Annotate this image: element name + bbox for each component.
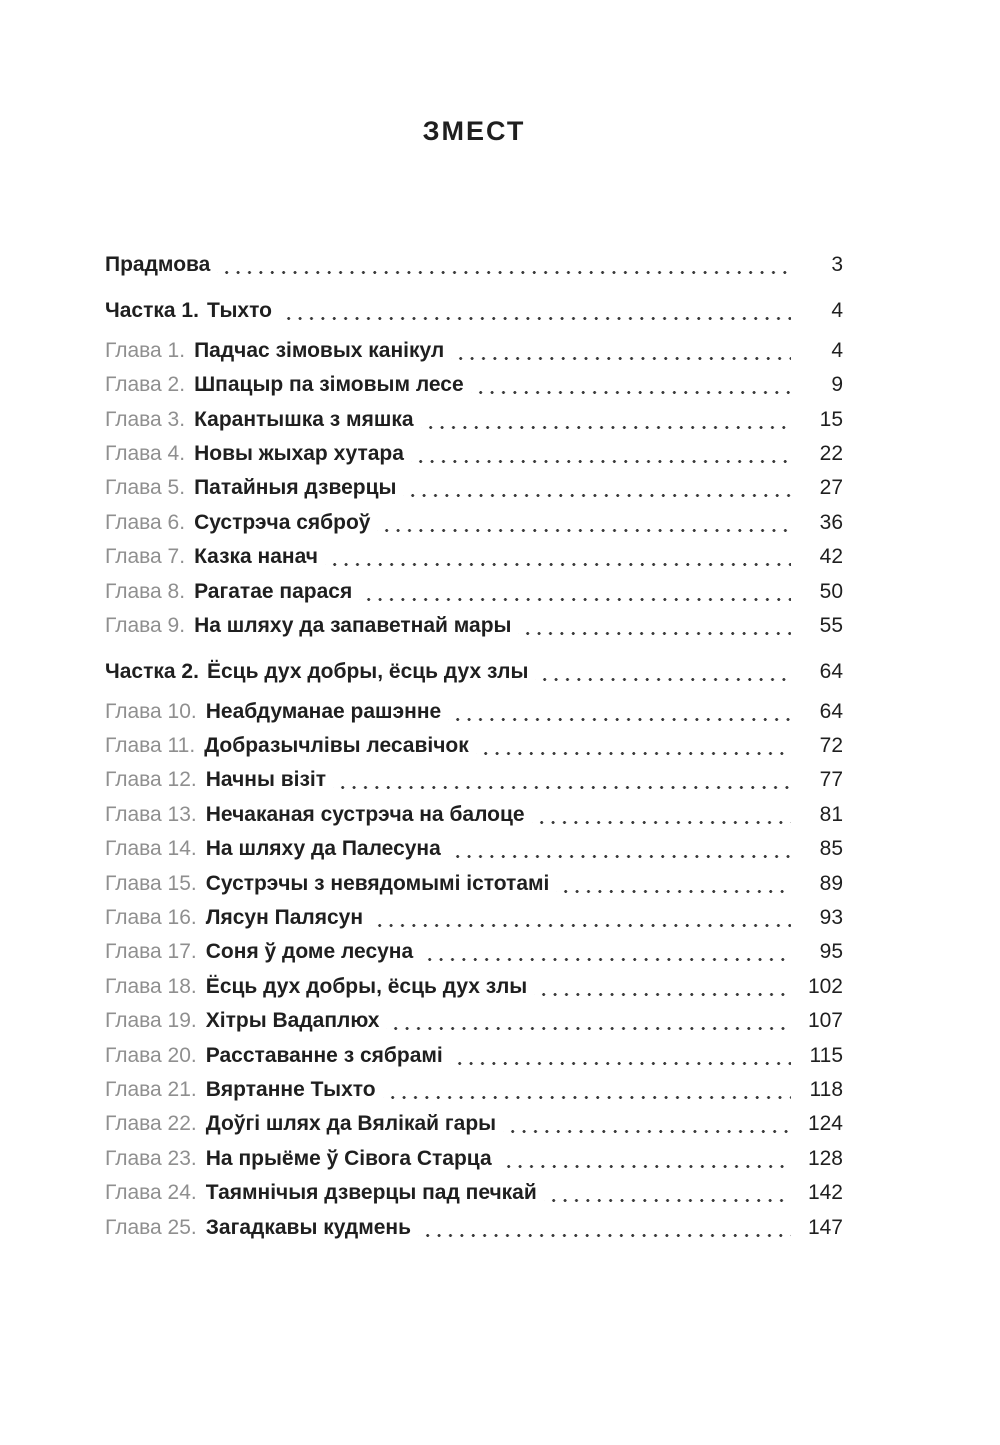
toc-entry-title: Расставанне з сябрамі xyxy=(205,1043,443,1067)
toc-entry-title: Неабдуманае рашэнне xyxy=(205,699,442,723)
toc-entry-page-number: 64 xyxy=(819,699,843,723)
toc-entry-page-number: 15 xyxy=(819,407,843,431)
toc-entry-title: Патайныя дзверцы xyxy=(194,476,397,500)
toc-entry-prefix: Глава 4. xyxy=(105,441,186,465)
toc-entry xyxy=(105,575,843,609)
dot-leader xyxy=(518,609,791,643)
toc-entry-page-number: 128 xyxy=(807,1146,843,1170)
toc-entry xyxy=(105,935,843,969)
toc-entry-page-number: 93 xyxy=(819,906,843,930)
dot-leader xyxy=(411,437,791,471)
toc-entry xyxy=(105,1107,843,1141)
dot-leader xyxy=(534,970,791,1004)
toc-entry-prefix: Глава 18. xyxy=(105,974,197,998)
toc-entry-page-number: 142 xyxy=(807,1181,843,1205)
toc-entry-prefix: Глава 8. xyxy=(105,579,186,603)
dot-leader xyxy=(535,655,791,689)
toc-entry xyxy=(105,901,843,935)
toc-entry-title: На шляху да запаветнай мары xyxy=(194,613,512,637)
toc-entry-page-number: 85 xyxy=(819,837,843,861)
toc-entry xyxy=(105,970,843,1004)
toc-entry xyxy=(105,1073,843,1107)
toc-entry-title: Таямнічыя дзверцы пад печкай xyxy=(205,1181,537,1205)
toc-entry-page-number: 102 xyxy=(807,974,843,998)
toc-entry-title: Сустрэчы з невядомымі істотамі xyxy=(205,871,550,895)
toc-entry-title: Тыхто xyxy=(206,299,272,323)
toc-entry-page-number: 107 xyxy=(807,1009,843,1033)
dot-leader xyxy=(333,763,791,797)
dot-leader xyxy=(418,1211,791,1245)
toc-entry-prefix: Глава 13. xyxy=(105,802,197,826)
toc-entry-page-number: 55 xyxy=(819,613,843,637)
toc-entry-page-number: 64 xyxy=(819,660,843,684)
toc-entry-prefix: Глава 22. xyxy=(105,1112,197,1136)
toc-entry-prefix: Глава 7. xyxy=(105,545,186,569)
dot-leader xyxy=(448,695,791,729)
toc-entry-prefix: Глава 9. xyxy=(105,613,186,637)
toc-entry-page-number: 118 xyxy=(809,1077,843,1101)
toc-entry-title: Рагатае парася xyxy=(194,579,353,603)
toc-entry-prefix: Глава 1. xyxy=(105,338,186,362)
toc-entry xyxy=(105,540,843,574)
toc-entry-title: Вяртанне Тыхто xyxy=(205,1077,376,1101)
toc-entry-page-number: 147 xyxy=(807,1215,843,1239)
dot-leader xyxy=(556,867,791,901)
toc-entry-title: Ёсць дух добры, ёсць дух злы xyxy=(205,974,528,998)
toc-entry-title: Добразычлівы лесавічок xyxy=(204,734,469,758)
dot-leader xyxy=(471,368,791,402)
toc-entry-title: Соня ў доме лесуна xyxy=(205,940,414,964)
toc-entry xyxy=(105,832,843,866)
toc-entry-prefix: Частка 2. xyxy=(105,660,199,684)
toc-entry-title: Шпацыр па зімовым лесе xyxy=(194,373,464,397)
toc-entry xyxy=(105,248,843,282)
dot-leader xyxy=(325,540,791,574)
toc-entry-page-number: 36 xyxy=(819,510,843,534)
toc-entry-prefix: Глава 10. xyxy=(105,699,197,723)
toc-entry-title: Прадмова xyxy=(105,253,211,276)
toc-entry-page-number: 115 xyxy=(809,1043,843,1067)
toc-entry-title: Доўгі шлях да Вялікай гары xyxy=(205,1112,497,1136)
toc-entry xyxy=(105,368,843,402)
toc-entry-title: Лясун Палясун xyxy=(205,906,364,930)
toc-entry xyxy=(105,763,843,797)
toc-entry-prefix: Глава 3. xyxy=(105,407,186,431)
table-of-contents xyxy=(105,248,843,1245)
toc-entry-page-number: 42 xyxy=(819,545,843,569)
toc-entry-prefix: Глава 21. xyxy=(105,1077,197,1101)
toc-entry xyxy=(105,798,843,832)
toc-entry-title: Начны візіт xyxy=(205,768,327,792)
dot-leader xyxy=(503,1107,791,1141)
toc-entry xyxy=(105,437,843,471)
toc-entry xyxy=(105,695,843,729)
toc-entry-page-number: 4 xyxy=(831,299,843,323)
dot-leader xyxy=(420,935,791,969)
toc-entry-prefix: Глава 25. xyxy=(105,1215,197,1239)
toc-entry-title: Сустрэча сяброў xyxy=(194,510,371,534)
toc-entry-prefix: Глава 16. xyxy=(105,906,197,930)
dot-leader xyxy=(386,1004,791,1038)
toc-entry xyxy=(105,294,843,328)
toc-entry-title: Казка нанач xyxy=(194,545,318,569)
toc-entry-page-number: 89 xyxy=(819,871,843,895)
toc-entry xyxy=(105,867,843,901)
toc-entry-page-number: 77 xyxy=(819,768,843,792)
dot-leader xyxy=(421,403,791,437)
toc-entry-prefix: Глава 19. xyxy=(105,1009,197,1033)
dot-leader xyxy=(499,1142,791,1176)
toc-entry-title: На прыёме ў Сівога Старца xyxy=(205,1146,492,1170)
toc-entry-prefix: Глава 14. xyxy=(105,837,197,861)
dot-leader xyxy=(451,334,791,368)
toc-entry-prefix: Глава 17. xyxy=(105,940,197,964)
dot-leader xyxy=(544,1176,791,1210)
dot-leader xyxy=(383,1073,791,1107)
toc-entry-title: На шляху да Палесуна xyxy=(205,837,441,861)
toc-entry-page-number: 4 xyxy=(831,338,843,362)
page-title: ЗМЕСТ xyxy=(422,116,526,146)
toc-entry-page-number: 3 xyxy=(831,253,843,276)
toc-entry-title: Ёсць дух добры, ёсць дух злы xyxy=(206,660,529,684)
toc-entry xyxy=(105,655,843,689)
toc-entry xyxy=(105,1176,843,1210)
toc-entry-title: Нечаканая сустрэча на балоце xyxy=(205,802,525,826)
toc-entry-prefix: Глава 5. xyxy=(105,476,186,500)
dot-leader xyxy=(377,506,791,540)
toc-entry-title: Загадкавы кудмень xyxy=(205,1215,412,1239)
toc-entry-title: Новы жыхар хутара xyxy=(194,441,404,465)
toc-entry-prefix: Глава 23. xyxy=(105,1146,197,1170)
toc-entry-prefix: Глава 6. xyxy=(105,510,186,534)
toc-entry-page-number: 27 xyxy=(819,476,843,500)
dot-leader xyxy=(370,901,791,935)
dot-leader xyxy=(359,575,791,609)
toc-entry-prefix: Глава 24. xyxy=(105,1181,197,1205)
toc-entry-prefix: Глава 2. xyxy=(105,373,186,397)
toc-entry-page-number: 50 xyxy=(819,579,843,603)
toc-entry-page-number: 72 xyxy=(819,734,843,758)
toc-entry xyxy=(105,1039,843,1073)
toc-entry-page-number: 22 xyxy=(819,441,843,465)
toc-entry-title: Хітры Вадаплюх xyxy=(205,1009,380,1033)
toc-entry xyxy=(105,334,843,368)
toc-entry-prefix: Глава 12. xyxy=(105,768,197,792)
toc-entry xyxy=(105,729,843,763)
toc-entry xyxy=(105,506,843,540)
toc-entry-page-number: 95 xyxy=(819,940,843,964)
dot-leader xyxy=(403,471,791,505)
toc-entry xyxy=(105,1211,843,1245)
toc-entry-prefix: Частка 1. xyxy=(105,299,199,323)
dot-leader xyxy=(450,1039,791,1073)
dot-leader xyxy=(476,729,791,763)
toc-entry-page-number: 81 xyxy=(819,802,843,826)
toc-entry-title: Карантышка з мяшка xyxy=(194,407,414,431)
dot-leader xyxy=(217,248,791,282)
dot-leader xyxy=(279,294,791,328)
toc-entry xyxy=(105,403,843,437)
toc-entry xyxy=(105,471,843,505)
toc-entry-page-number: 124 xyxy=(807,1112,843,1136)
dot-leader xyxy=(532,798,791,832)
toc-entry-prefix: Глава 11. xyxy=(105,734,196,758)
toc-entry-prefix: Глава 15. xyxy=(105,871,197,895)
toc-entry-page-number: 9 xyxy=(831,373,843,397)
toc-entry-title: Падчас зімовых канікул xyxy=(194,338,445,362)
toc-entry xyxy=(105,609,843,643)
toc-entry xyxy=(105,1142,843,1176)
toc-entry-prefix: Глава 20. xyxy=(105,1043,197,1067)
toc-entry xyxy=(105,1004,843,1038)
dot-leader xyxy=(448,832,791,866)
